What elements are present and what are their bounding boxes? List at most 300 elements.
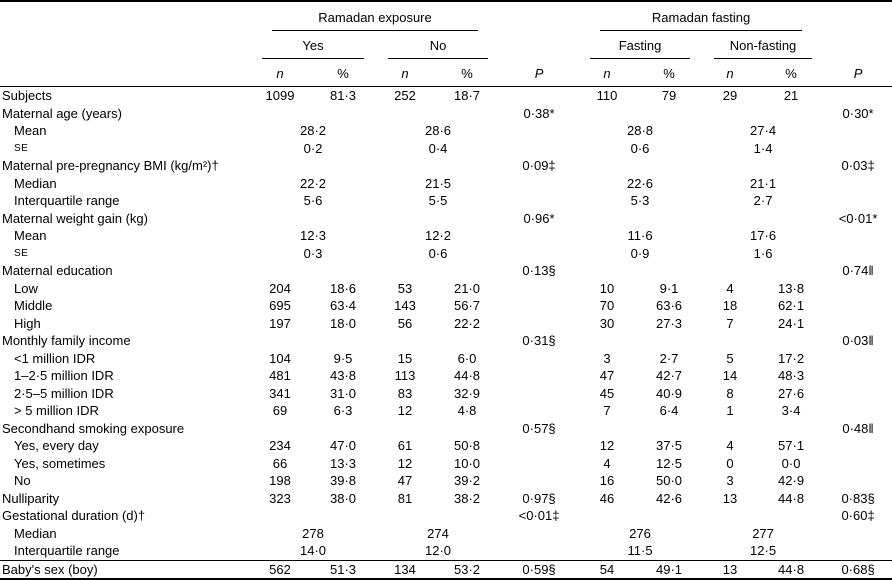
value-cell: 5·5 [428,193,448,208]
value-cell: 21·5 [425,175,452,191]
value-cell: 276 [629,525,651,541]
table-row [0,175,892,193]
value-cell [310,262,376,280]
value-cell: 0·4 [428,140,448,156]
value-cell: 4 [726,438,734,453]
p-value-cell [824,350,892,368]
value-cell [578,332,636,350]
value-cell [376,332,434,350]
value-cell [250,105,310,123]
value-cell: 42·9 [778,473,805,488]
subgroup-label: Fasting [590,38,690,59]
value-cell: 38·2 [454,490,481,506]
table-row [0,472,892,490]
value-cell: 28·2 [299,123,327,138]
value-cell: 1·4 [753,140,773,156]
p-value-cell [500,437,578,455]
value-cell: 40·9 [656,385,683,401]
header-spacer [500,32,578,60]
p-value-cell [500,455,578,473]
row-label: Interquartile range [14,193,120,208]
p-value-cell [500,315,578,333]
value-cell: 17·6 [750,228,777,243]
table-row [0,542,892,560]
column-group-label: Ramadan exposure [272,10,478,31]
p-value-cell [500,297,578,315]
p-value-cell [824,385,892,403]
row-label: No [14,473,31,488]
table-row [0,227,892,245]
value-cell [702,210,758,228]
table-row [0,262,892,280]
value-cell: 47·0 [329,438,357,453]
value-cell: 45 [599,385,615,401]
p-value-cell: 0·48‖ [842,420,874,436]
p-value-cell [824,315,892,333]
value-cell: 143 [394,298,416,313]
value-cell [636,105,702,123]
value-cell: 4·8 [457,403,477,418]
row-label: Yes, sometimes [14,455,106,471]
p-value-cell [824,525,892,543]
column-group-ramadan-fasting [578,1,824,32]
stat-header-pct: % [310,60,376,87]
value-cell: 323 [269,490,291,506]
table-row [0,367,892,385]
table-row [0,332,892,350]
row-label: Subjects [2,88,52,103]
row-label: Maternal weight gain (kg) [2,210,148,226]
value-cell: 18·7 [454,88,481,103]
table-row [0,385,892,403]
stat-header-pct: % [434,60,500,87]
value-cell: 63·6 [656,298,683,313]
value-cell: 27·4 [750,123,777,138]
value-cell [310,332,376,350]
stat-header-n: n [578,60,636,87]
value-cell: 5·6 [303,193,323,208]
row-label: Mean [14,228,47,243]
value-cell: 11·5 [627,543,653,558]
value-cell: 6·4 [659,403,679,418]
value-cell [250,157,310,175]
value-cell: 70 [599,298,615,313]
value-cell: 30 [599,315,615,331]
p-value-cell [500,542,578,560]
value-cell: 37·5 [656,438,683,453]
value-cell: 53 [397,280,413,296]
p-value-cell [824,245,892,263]
value-cell [434,157,500,175]
value-cell: 50·8 [454,438,481,453]
row-label: Median [14,525,57,541]
value-cell: 9·5 [333,350,353,366]
value-cell: 81 [397,490,413,506]
row-label: Baby's sex (boy) [0,560,250,579]
stat-header-p: P [824,60,892,87]
value-cell [758,262,824,280]
p-value-cell: 0·60‡ [841,508,875,523]
value-cell: 53·2 [434,560,500,579]
value-cell: 134 [376,560,434,579]
value-cell [702,157,758,175]
p-value-cell: <0·01* [838,210,878,226]
value-cell: 44·8 [454,368,481,383]
value-cell: 252 [394,88,416,103]
column-group-label: Ramadan fasting [600,10,802,31]
table-row [0,525,892,543]
value-cell: 24·1 [778,315,805,331]
value-cell: 12·5 [750,543,777,558]
p-value-cell: <0·01‡ [518,508,560,523]
table-row [0,297,892,315]
value-cell: 1099 [265,88,295,103]
row-label: SE [14,142,29,154]
header-spacer [0,32,250,60]
stat-header-p: P [500,60,578,87]
value-cell: 69 [272,403,288,418]
subgroup-fasting [578,32,702,60]
p-value-cell [824,140,892,158]
p-value-cell: 0·74‖ [842,263,874,278]
value-cell: 12·2 [425,228,452,243]
value-cell: 0 [726,455,734,471]
value-cell: 3·4 [781,403,801,418]
row-label: Mean [14,123,47,138]
value-cell: 44·8 [778,490,805,506]
p-value-cell [824,87,892,105]
value-cell [636,262,702,280]
value-cell: 22·6 [627,175,654,191]
table-row [0,157,892,175]
value-cell: 1·6 [753,245,773,261]
group-header-row [0,1,892,32]
value-cell: 3 [726,473,734,488]
value-cell: 56·7 [454,298,481,313]
value-cell: 0·0 [781,455,801,471]
row-label: Low [14,280,38,296]
value-cell [758,210,824,228]
value-cell: 110 [596,88,618,103]
row-label: Median [14,175,57,191]
row-label: 2·5–5 million IDR [14,385,114,401]
value-cell: 22·2 [454,315,481,331]
value-cell [310,105,376,123]
value-cell: 197 [269,315,291,331]
value-cell [578,420,636,438]
value-cell: 43·8 [329,368,357,383]
table-row [0,350,892,368]
value-cell: 29 [722,88,738,103]
value-cell: 4 [726,280,734,296]
value-cell: 57·1 [778,438,805,453]
value-cell: 61 [397,438,413,453]
value-cell: 66 [272,455,288,471]
value-cell [434,332,500,350]
stat-header-pct: % [758,60,824,87]
column-group-ramadan-exposure [250,1,500,32]
subgroup-non-fasting [702,32,824,60]
row-label: Maternal pre-pregnancy BMI (kg/m²)† [2,158,219,173]
value-cell: 274 [427,525,449,541]
p-value-cell [500,227,578,245]
value-cell: 63·4 [329,298,357,313]
value-cell: 12·5 [656,455,683,471]
value-cell [434,507,500,525]
value-cell: 18 [722,298,738,313]
p-value-cell [500,192,578,210]
p-value-cell [824,297,892,315]
p-value-cell: 0·03‡ [841,158,875,173]
p-value-cell [500,350,578,368]
table-row [0,560,892,579]
value-cell: 2·7 [753,193,773,208]
value-cell: 10·0 [454,455,481,471]
value-cell [578,105,636,123]
value-cell [636,420,702,438]
p-value-cell: 0·68§ [824,560,892,579]
value-cell [250,262,310,280]
value-cell: 48·3 [778,368,805,383]
p-value-cell [824,227,892,245]
value-cell: 79 [661,88,677,103]
value-cell: 0·2 [303,140,323,156]
value-cell [434,262,500,280]
value-cell: 3 [603,350,611,366]
p-value-cell [500,175,578,193]
value-cell [376,157,434,175]
header-spacer [824,1,892,32]
table-row [0,140,892,158]
p-value-cell: 0·96* [523,210,555,226]
row-label: Monthly family income [2,333,131,348]
value-cell [758,105,824,123]
p-value-cell: 0·13§ [522,263,556,278]
table-row [0,245,892,263]
value-cell [434,105,500,123]
value-cell: 56 [397,315,413,331]
row-label: Middle [14,298,53,313]
table-row [0,402,892,420]
value-cell [250,420,310,438]
value-cell: 13 [702,560,758,579]
subgroup-label: No [388,38,488,59]
value-cell: 21·0 [454,280,481,296]
value-cell: 46 [599,490,615,506]
table-row [0,105,892,123]
value-cell: 14·0 [299,543,327,558]
value-cell: 12·0 [425,543,452,558]
p-value-cell: 0·59§ [500,560,578,579]
value-cell: 39·2 [454,473,481,488]
value-cell [310,507,376,525]
p-value-cell [500,472,578,490]
value-cell: 204 [269,280,291,296]
value-cell [578,507,636,525]
stat-header-n: n [250,60,310,87]
value-cell: 8 [726,385,734,401]
value-cell: 42·7 [656,368,683,383]
value-cell [758,420,824,438]
value-cell: 12·3 [299,228,327,243]
p-value-cell [824,122,892,140]
value-cell: 27·6 [778,385,805,401]
value-cell: 42·6 [656,490,683,506]
value-cell: 39·8 [329,473,357,488]
value-cell [310,420,376,438]
value-cell: 6·0 [457,350,477,366]
row-label: > 5 million IDR [14,403,99,418]
value-cell: 341 [269,385,291,401]
p-value-cell [500,367,578,385]
value-cell [250,332,310,350]
value-cell: 113 [394,368,416,383]
value-cell: 198 [269,473,291,488]
value-cell [434,210,500,228]
value-cell: 277 [752,525,774,541]
value-cell: 12 [397,403,413,418]
value-cell: 47 [397,473,413,488]
p-value-cell [500,402,578,420]
value-cell [578,210,636,228]
table-row [0,420,892,438]
value-cell [578,157,636,175]
value-cell [702,332,758,350]
p-value-cell: 0·09‡ [522,158,556,173]
row-label: Gestational duration (d)† [2,508,146,523]
value-cell [758,507,824,525]
header-spacer [500,1,578,32]
p-value-cell [824,542,892,560]
subgroup-no [376,32,500,60]
value-cell: 18·6 [329,280,357,296]
p-value-cell: 0·57§ [522,420,556,436]
row-label: Yes, every day [14,438,99,453]
value-cell: 12 [599,438,615,453]
value-cell: 18·0 [329,315,357,331]
value-cell: 51·3 [310,560,376,579]
value-cell: 17·2 [778,350,805,366]
stat-header-pct: % [636,60,702,87]
value-cell: 13·8 [778,280,805,296]
p-value-cell [500,140,578,158]
p-value-cell [500,87,578,105]
value-cell [758,157,824,175]
value-cell: 28·6 [425,123,452,138]
p-value-cell: 0·83§ [841,490,875,506]
value-cell [636,210,702,228]
header-spacer [0,60,250,87]
value-cell [376,507,434,525]
row-label: Maternal age (years) [2,105,122,121]
table-row [0,280,892,298]
p-value-cell [824,437,892,455]
value-cell [376,105,434,123]
p-value-cell [824,175,892,193]
value-cell: 44·8 [758,560,824,579]
value-cell [702,507,758,525]
value-cell: 0·6 [630,140,650,156]
table-body [0,87,892,580]
p-value-cell [824,367,892,385]
value-cell: 6·3 [333,403,353,418]
table-row [0,192,892,210]
header-spacer [0,1,250,32]
p-value-cell [500,280,578,298]
value-cell: 4 [603,455,611,471]
table-row [0,490,892,508]
value-cell [376,210,434,228]
value-cell [636,332,702,350]
row-label: High [14,315,41,331]
stat-header-n: n [702,60,758,87]
value-cell: 27·3 [656,315,683,331]
subgroup-header-row [0,32,892,60]
value-cell: 104 [269,350,291,366]
value-cell: 16 [599,473,615,488]
table-row [0,315,892,333]
value-cell [702,420,758,438]
subgroup-yes [250,32,376,60]
value-cell: 695 [269,298,291,313]
value-cell [434,420,500,438]
value-cell: 32·9 [454,385,481,401]
value-cell: 15 [397,350,413,366]
value-cell: 278 [302,525,324,541]
value-cell: 11·6 [627,228,653,243]
value-cell [702,262,758,280]
value-cell: 562 [250,560,310,579]
table-row [0,87,892,105]
value-cell: 7 [603,403,611,418]
p-value-cell [824,280,892,298]
table-row [0,437,892,455]
row-label: Nulliparity [2,490,60,506]
p-value-cell [824,455,892,473]
value-cell [758,332,824,350]
stat-header-n: n [376,60,434,87]
table-row [0,122,892,140]
value-cell [376,262,434,280]
value-cell: 5 [726,350,734,366]
p-value-cell: 0·30* [842,105,874,121]
value-cell: 12 [397,455,413,471]
stat-header-row [0,60,892,87]
value-cell [250,210,310,228]
value-cell: 21 [783,88,799,103]
value-cell: 13·3 [329,455,357,471]
value-cell: 5·3 [630,193,650,208]
p-value-cell [500,122,578,140]
value-cell: 481 [269,368,291,383]
value-cell: 234 [269,438,291,453]
value-cell: 9·1 [659,280,679,296]
p-value-cell: 0·38* [523,105,555,121]
p-value-cell [824,402,892,420]
value-cell: 21·1 [750,175,777,191]
value-cell: 2·7 [659,350,679,366]
value-cell: 0·6 [428,245,448,261]
value-cell: 1 [726,403,734,418]
value-cell: 0·3 [303,245,323,261]
row-label: SE [14,247,29,259]
value-cell [310,157,376,175]
value-cell: 31·0 [329,385,357,401]
subgroup-label: Non-fasting [714,38,812,59]
row-label: 1–2·5 million IDR [14,368,114,383]
value-cell [636,157,702,175]
value-cell: 14 [722,368,738,383]
